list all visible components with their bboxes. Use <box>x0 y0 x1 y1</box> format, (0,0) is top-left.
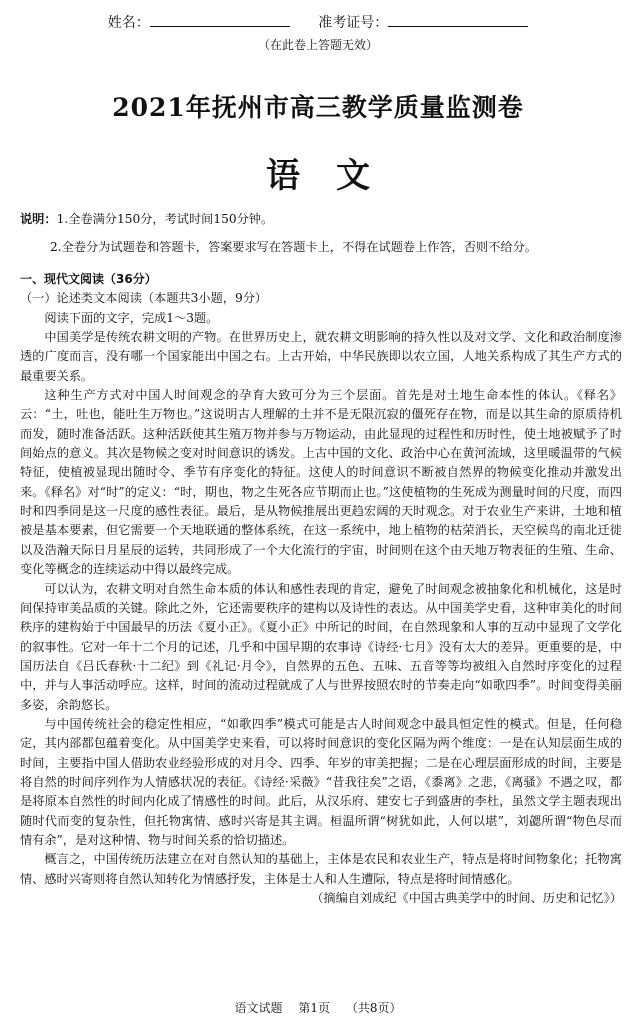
footer-total: （共8页） <box>345 1001 402 1015</box>
instruction-item-1: 1.全卷满分150分，考试时间150分钟。 <box>56 212 274 226</box>
page-footer <box>0 999 636 1016</box>
passage-paragraph: 可以认为，农耕文明对自然生命本质的体认和感性表现的肯定，避免了时间观念被抽象化和机械化，这是时间保持审美品质的关键。除此之外，它还需要秩序的建构以及诗性的表达。从中国美学史看，这种审美化的时间秩序的建构始于中国最早的历法《夏小正》。《夏小正》中所记的时间，在自然现象和人事的互动中显现了文学化的叙事性。它对一年十二个月的记述，几乎和中国早期的农事诗《诗经·七月》没有太大的差异。更重要的是，中国历法自《吕氏春秋·十二纪》到《礼记·月令》，自然界的五色、五味、五音等等均被组入自然时序变化的过程中，并与人事活动呼应。这样，时间的流动过程就成了人与世界按照农时的节奏走向“如歌四季”。时间变得美丽多姿，余韵悠长。 <box>20 581 622 712</box>
name-label: 姓名： <box>107 15 150 31</box>
reading-section <box>20 270 622 908</box>
instruction-label: 说明： <box>20 212 57 226</box>
name-field <box>108 12 290 33</box>
instruction-item-2: 2.全卷分为试题卷和答题卡，答案要求写在答题卡上，不得在试题卷上作答，否则不给分。 <box>50 240 537 254</box>
no-answer-note: （在此卷上答题无效） <box>257 38 378 52</box>
passage-source: （摘编自刘成纪《中国古典美学中的时间、历史和记忆》） <box>311 891 622 905</box>
exam-number-label: 准考证号： <box>318 15 389 31</box>
exam-number-blank[interactable] <box>388 12 528 27</box>
candidate-fields <box>0 12 636 33</box>
subject-title: 语文 <box>266 156 406 196</box>
section-heading: 一、现代文阅读（36分） <box>20 272 157 286</box>
passage-paragraph: 中国美学是传统农耕文明的产物。在世界历史上，就农耕文明影响的持久性以及对文学、文化和政治制度渗透的广度而言，没有哪一个国家能出中国之右。上古开始，中华民族即以农立国，人地关系构成了其生产方式的最重要关系。 <box>20 330 622 383</box>
exam-title: 2021年抚州市高三教学质量监测卷 <box>112 93 524 122</box>
passage-paragraph: 这种生产方式对中国人时间观念的孕育大致可分为三个层面。首先是对土地生命本性的体认。《释名》云：“土，吐也，能吐生万物也。”这说明古人理解的土并不是无限沉寂的僵死存在物，而是以其生命的原质待机而发，随时准备活跃。这种活跃使其生殖万物并参与万物运动，由此显现的过程性和历时性，使土地被赋予了时间始点的意义。其次是物候之变对时间意识的诱发。上古中国的文化、政治中心在黄河流域，这里暖温带的气候特征，使植被显现出随时令、季节有序变化的特征。这使人的时间意识不断被自然界的物候变化推动并激发出来。《释名》对“时”的定义：“时，期也，物之生死各应节期而止也。”这使植物的生死成为测量时间的尺度，而四时和四季同是这一尺度的感性表征。最后，是从物候推展出更趋宏阔的天时观念。对于农业生产来讲，土地和植被是基本要素，但它需要一个天地联通的整体系统，在这一系统中，地上植物的枯荣消长，天空候鸟的南北迁徙以及浩瀚天际日月星辰的运转，共同形成了一个大化流行的宇宙，时间则在这个由天地万物表征的生殖、生命、变化等概念的连续运动中得以最终完成。 <box>20 388 622 577</box>
name-blank[interactable] <box>150 12 290 27</box>
instruction-1 <box>20 210 620 228</box>
footer-page: 第1页 <box>298 1001 330 1015</box>
passage-paragraph: 与中国传统社会的稳定性相应，“如歌四季”模式可能是古人时间观念中最具恒定性的模式。但是，任何稳定，其内部都包蕴着变化。从中国美学史来看，可以将时间意识的变化区隔为两个维度：一是在认知层面生成的时间，主要指中国人借助农业经验形成的对月令、四季、年岁的审美把握；二是在心理层面形成的时间，主要是将自然的时间序列作为人情感状况的表征。《诗经·采薇》“昔我往矣”之语，《黍离》之悲，《离骚》不遇之叹，都是将原本自然性的时间内化成了情感性的时间。此后，从汉乐府、建安七子到盛唐的李杜，虽然文学主题表现出随时代而变的复杂性，但托物寓情、感时兴寄是其主调。桓温所谓“树犹如此，人何以堪”，刘勰所谓“物色尽而情有余”，是对这种情、物与时间关系的恰切描述。 <box>20 716 622 847</box>
exam-number-field <box>318 12 528 33</box>
footer-label: 语文试题 <box>234 1001 283 1015</box>
reading-prompt: 阅读下面的文字，完成1～3题。 <box>44 310 219 325</box>
instruction-2 <box>50 238 636 256</box>
passage-paragraph: 概言之，中国传统历法建立在对自然认知的基础上，主体是农民和农业生产，特点是将时间物象化；托物寓情、感时兴寄则将自然认知转化为情感抒发，主体是士人和人生遭际，特点是将时间情感化。 <box>20 852 622 886</box>
subsection-heading: （一）论述类文本阅读（本题共3小题，9分） <box>20 291 268 306</box>
